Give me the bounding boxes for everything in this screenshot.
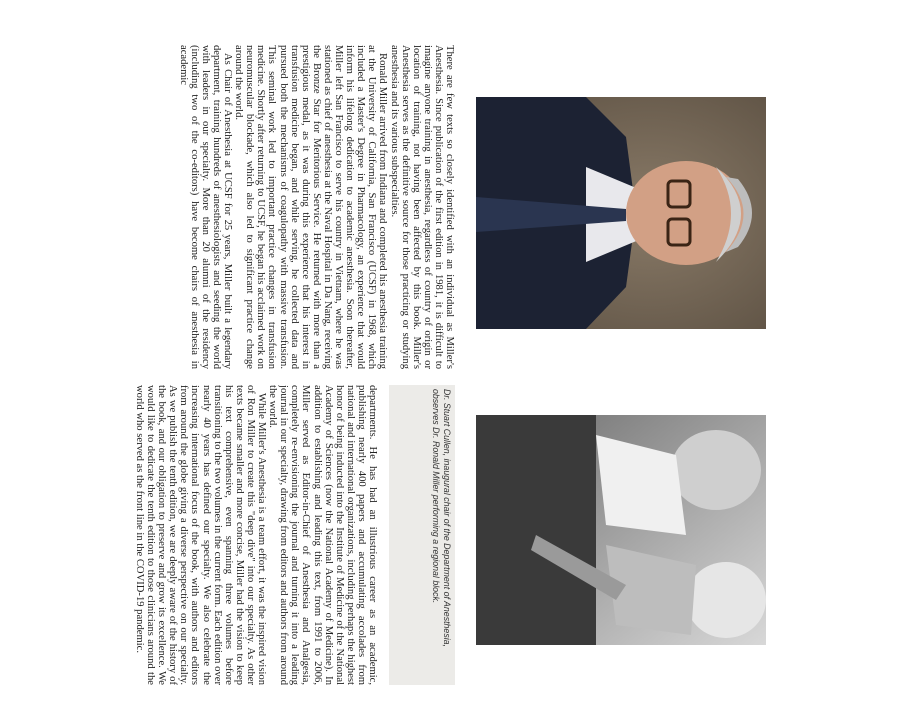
paragraph: Ronald Miller arrived from Indiana and completed his anesthesia training at the University of California, San Francisco (UCSF) in 1968, which included a Master's Degree in Pharmacology, an experience that would inform his lifelong dedication to academic anesthesia. Soon thereafter, Miller left San Francisco to serve his country in Vietnam, where he was stationed as chief of anesthesia at the Naval Hospital in Da Nang, receiving the Bronze Star for Meritorious Service. He returned with more than a prestigious medal, as it was during this experience that his interest in transfusion medicine began, and while serving, he collected data and pursued both the mechanisms of coagulopathy with massive transfusion. This seminal work led to important practice changes in transfusion medicine. Shortly after returning to UCSF, he began his acclaimed work on neuromuscular blockade, which also led to significant practice change around the world. bbox=[233, 45, 389, 369]
paragraph: departments. He has had an illustrious career as an academic, publishing nearly 400 papers and accumulating accolades from national and international organizations, including perhaps the highest honor of being inducted into the Institute of Medicine of the National Academy of Sciences (now the National Academy of Medicine). In addition to establishing and leading this text, from 1991 to 2006, Miller served as Editor-in-Chief of Anesthesia and Analgesia, completely re-envisioning the journal and turning it into a leading journal in our specialty, drawing from editors and authors from around the world. bbox=[267, 385, 378, 685]
paragraph: As Chair of Anesthesia at UCSF for 25 years, Miller built a legendary department, training hundreds of anesthesiologists and seeding the world with leaders in our specialty. More than 20 alumni of the residency (including two of the co-editors) have become chairs of anesthesia in academic bbox=[177, 45, 234, 369]
historic-photo bbox=[476, 415, 766, 645]
paragraph: There are few texts so closely identified with an individual as Miller's Anesthesia. Since publication of the first edition in 1981, it is difficult to imagine anyone training in anesthesia, regardless of country of origin or location of training, not having been affected by this book. Miller's Anesthesia serves as the definitive source for those practicing or studying anesthesia and its various subspecialties. bbox=[388, 45, 455, 369]
photo-caption: Dr. Stuart Cullen, inaugural chair of the Department of Anesthesia, observes Dr. Ronald Miller performing a regional block. bbox=[389, 385, 455, 685]
paragraph: While Miller's Anesthesia is a team effort, it was the inspired vision of Ron Miller to create this "deep dive" into our specialty. As other texts became smaller and more concise, Miller had the vision to keep his text comprehensive, even spanning three volumes before transitioning to the two volumes in the current form. Each edition over nearly 40 years has defined our specialty. We also celebrate the increasing international focus of the book, with authors and editors from around the globe giving a diverse perspective on our specialty. As we publish the tenth edition, we are deeply aware of the history of the book, and our obligation to preserve and grow its excellence. We would like to dedicate the tenth edition to those clinicians around the world who served as the front line in the COVID-19 pandemic. bbox=[134, 385, 268, 685]
portrait-photo bbox=[476, 97, 766, 329]
text-column-right bbox=[45, 385, 378, 685]
text-column-left bbox=[45, 45, 455, 369]
rotated-book-page bbox=[35, 45, 455, 685]
